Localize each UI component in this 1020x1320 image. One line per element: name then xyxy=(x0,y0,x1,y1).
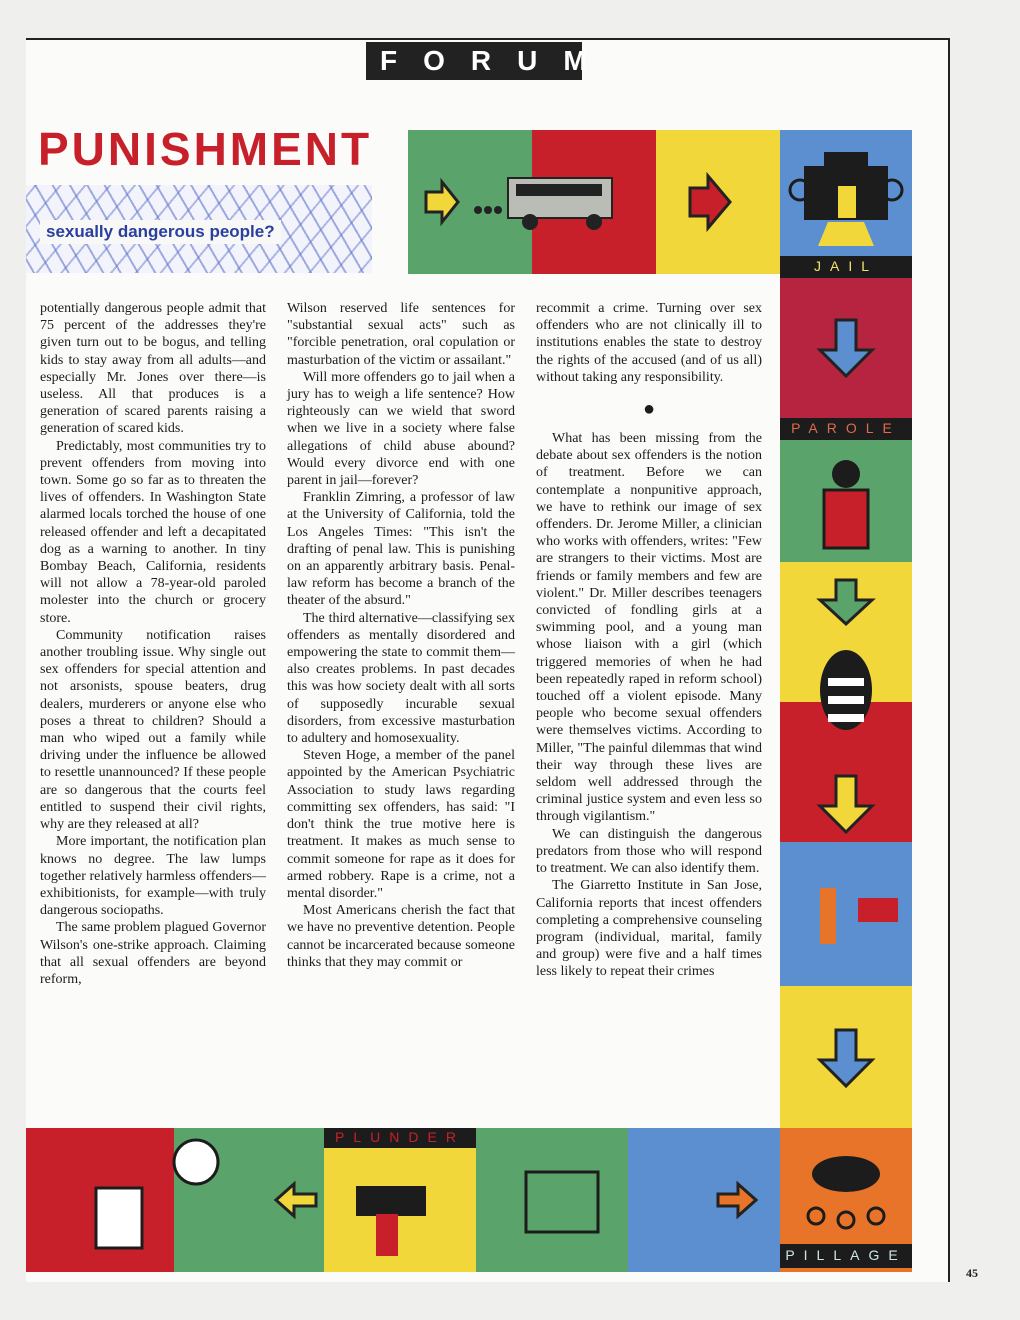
paragraph: Will more offenders go to jail when a jury has to weigh a life sentence? How righteously can we wield that sword when we live in a society where false allegations of child abuse abound? Would every divorce end with one parent in jail—forever? xyxy=(287,369,515,489)
column-3 xyxy=(536,300,762,981)
parole-label: PAROLE xyxy=(791,420,901,436)
paragraph: We can distinguish the dangerous predators from those who will respond to treatment. We can also identify them. xyxy=(536,826,762,877)
paragraph: Community notification raises another troubling issue. Why single out sex offenders for special attention and not arsonists, spouse beaters, drug dealers, murderers or anyone else who poses a threat to children? Should a man who wiped out a family while driving under the influence be allowed to resettle unannounced? If these people are so dangerous that the courts feel entitled to suspend their civil rights, why are they released at all? xyxy=(40,627,266,833)
paragraph: Predictably, most communities try to prevent offenders from moving into town. Some go so far as to threaten the lives of offenders. In Washington State alarmed locals torched the house of one released offender and left a decapitated dog as a warning to another. In tiny Bombay Beach, California, residents will not allow a 78-year-old paroled molester into the church or grocery store. xyxy=(40,438,266,626)
column-2 xyxy=(287,300,515,971)
bus-illustration xyxy=(408,130,780,274)
pillage-label: PILLAGE xyxy=(785,1247,907,1263)
down-arrows xyxy=(780,278,912,1128)
bottom-illustrations xyxy=(26,1128,912,1272)
section-bullet: ● xyxy=(642,398,656,421)
paragraph: Steven Hoge, a member of the panel appointed by the American Psychiatric Association to study laws regarding committing sex offenders, has said: "I don't think the true motive here is treatment. It makes as much sense to commit someone for rape as it does for armed robbery. Rape is a crime, not a mental disorder." xyxy=(287,748,515,901)
page-number: 45 xyxy=(966,1266,978,1280)
headline: PUNISHMENT xyxy=(38,123,373,175)
jail-label: JAIL xyxy=(813,258,878,274)
paragraph: Franklin Zimring, a professor of law at the University of California, told the Los Angeles Times: "This isn't the drafting of penal law. This is punishing on an apparently arbitrary basis. Penal-law reform has become a branch of the theater of the absurd." xyxy=(287,490,515,609)
plunder-label: PLUNDER xyxy=(335,1129,465,1145)
paragraph: potentially dangerous people admit that 75 percent of the addresses they're given turn out to be bogus, and telling kids to stay away from all adults—and especially Mr. Jones over there—is useless. All that produces is a generation of scared parents raising a generation of scared kids. xyxy=(40,301,266,437)
paragraph: The third alternative—classifying sex offenders as mentally disordered and empowering the state to commit them—also creates problems. In past decades this was how society dealt with all sorts of supposedly incurable sexual disorders, from excessive masturbation to adultery and homosexuality. xyxy=(287,610,515,747)
column-1 xyxy=(40,300,266,988)
jail-icon xyxy=(780,130,912,256)
paragraph: What has been missing from the debate about sex offenders is the notion of treatment. Before we can contemplate a nonpunitive approach, we have to rethink our image of sex offenders. Dr. Jerome Miller, a clinician who works with offenders, writes: "Few are strangers to their victims. Most are friends or family members and few are violent." Dr. Miller describes teenagers convicted of fondling girls at a swimming pool, and a young man whose liaison with a girl (which triggered memories of when he had been repeatedly raped in reform school) touched off a violent episode. Many people who become sexual offenders were themselves victims. According to Miller, "The painful dilemmas that wind their way through these lives are seldom well addressed through the criminal justice system and even less so through vigilantism." xyxy=(536,431,762,825)
paragraph: More important, the notification plan knows no degree. The law lumps together relatively harmless offenders—exhibitionists, for example—with truly dangerous sociopaths. xyxy=(40,834,266,919)
paragraph: Wilson reserved life sentences for "substantial sexual acts" such as "forcible penetration, oral copulation or masturbation of the victim or assailant." xyxy=(287,301,515,368)
paragraph: recommit a crime. Turning over sex offenders who are not clinically ill to institutions enables the state to destroy the rights of the accused (and of us all) without taking any responsibility. xyxy=(536,301,762,385)
section-banner: FORUM xyxy=(366,42,582,80)
paragraph: The Giarretto Institute in San Jose, California reports that incest offenders completing a comprehensive counseling program (individual, marital, family and group) were five and a half times less likely to repeat their crimes xyxy=(536,878,762,980)
paragraph: The same problem plagued Governor Wilson's one-strike approach. Claiming that all sexual offenders are beyond reform, xyxy=(40,920,266,987)
deck-text: sexually dangerous people? xyxy=(40,220,281,244)
paragraph: Most Americans cherish the fact that we have no preventive detention. People cannot be incarcerated because someone thinks that they may commit or xyxy=(287,903,515,970)
